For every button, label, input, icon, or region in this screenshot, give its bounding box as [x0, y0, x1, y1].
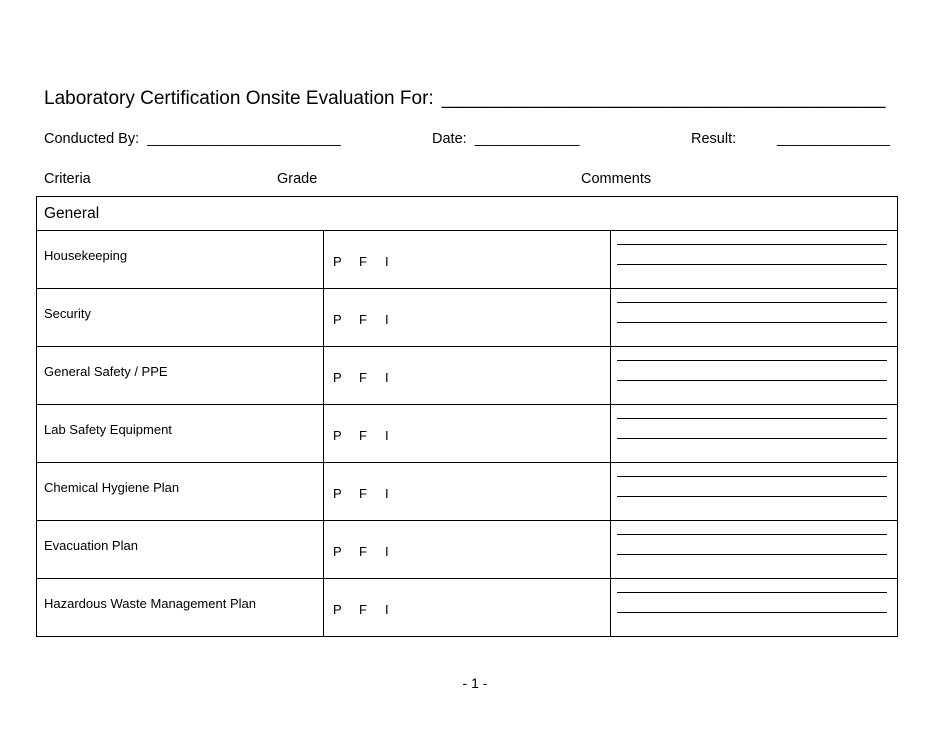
grade-option-i[interactable]: I	[385, 544, 389, 559]
grade-options	[324, 544, 610, 559]
grade-option-p[interactable]: P	[333, 602, 342, 617]
conducted-by-field[interactable]: ________________________	[147, 131, 341, 147]
form-title: Laboratory Certification Onsite Evaluation For:	[44, 88, 434, 109]
criteria-row	[37, 231, 898, 289]
criteria-label: General Safety / PPE	[44, 364, 168, 379]
grade-cell	[324, 463, 611, 521]
result-label: Result:	[691, 131, 737, 147]
criteria-cell	[37, 347, 324, 405]
grade-option-f[interactable]: F	[359, 602, 367, 617]
grade-option-i[interactable]: I	[385, 312, 389, 327]
comment-line[interactable]	[617, 592, 887, 593]
grade-cell	[324, 289, 611, 347]
grade-option-i[interactable]: I	[385, 486, 389, 501]
result-field[interactable]: ______________	[777, 131, 890, 147]
date-line	[432, 131, 580, 147]
section-title: General	[37, 197, 898, 231]
comment-cell[interactable]	[611, 231, 898, 289]
grade-option-f[interactable]: F	[359, 312, 367, 327]
criteria-cell	[37, 289, 324, 347]
grade-cell	[324, 521, 611, 579]
comment-cell[interactable]	[611, 521, 898, 579]
grade-option-p[interactable]: P	[333, 486, 342, 501]
comment-line[interactable]	[617, 534, 887, 535]
comment-cell[interactable]	[611, 405, 898, 463]
comment-cell[interactable]	[611, 463, 898, 521]
criteria-label: Security	[44, 306, 91, 321]
grade-cell	[324, 231, 611, 289]
comment-cell[interactable]	[611, 289, 898, 347]
comment-cell[interactable]	[611, 579, 898, 637]
comment-line[interactable]	[617, 380, 887, 381]
grade-options	[324, 602, 610, 617]
grade-options	[324, 428, 610, 443]
comments-header: Comments	[581, 171, 652, 187]
grade-header: Grade	[277, 171, 318, 187]
grade-cell	[324, 347, 611, 405]
page-number: - 1 -	[462, 675, 488, 691]
comment-line[interactable]	[617, 476, 887, 477]
comment-cell[interactable]	[611, 347, 898, 405]
conducted-by-line	[44, 131, 341, 147]
criteria-row	[37, 289, 898, 347]
grade-option-p[interactable]: P	[333, 370, 342, 385]
comment-line[interactable]	[617, 554, 887, 555]
grade-options	[324, 312, 610, 327]
criteria-cell	[37, 521, 324, 579]
grade-option-p[interactable]: P	[333, 544, 342, 559]
comment-line[interactable]	[617, 264, 887, 265]
grade-cell	[324, 579, 611, 637]
criteria-cell	[37, 231, 324, 289]
criteria-cell	[37, 463, 324, 521]
comment-line[interactable]	[617, 438, 887, 439]
criteria-row	[37, 347, 898, 405]
comment-line[interactable]	[617, 322, 887, 323]
criteria-cell	[37, 579, 324, 637]
grade-option-i[interactable]: I	[385, 428, 389, 443]
comment-line[interactable]	[617, 302, 887, 303]
comment-line[interactable]	[617, 244, 887, 245]
grade-option-p[interactable]: P	[333, 312, 342, 327]
criteria-cell	[37, 405, 324, 463]
criteria-row	[37, 521, 898, 579]
comment-line[interactable]	[617, 418, 887, 419]
grade-option-p[interactable]: P	[333, 428, 342, 443]
comment-line[interactable]	[617, 612, 887, 613]
date-label: Date:	[432, 131, 467, 147]
criteria-label: Housekeeping	[44, 248, 128, 263]
criteria-row	[37, 579, 898, 637]
grade-options	[324, 254, 610, 269]
form-title-line	[44, 88, 886, 110]
grade-option-f[interactable]: F	[359, 428, 367, 443]
grade-cell	[324, 405, 611, 463]
criteria-row	[37, 405, 898, 463]
criteria-row	[37, 463, 898, 521]
grade-option-f[interactable]: F	[359, 486, 367, 501]
grade-option-p[interactable]: P	[333, 254, 342, 269]
comment-line[interactable]	[617, 360, 887, 361]
criteria-label: Hazardous Waste Management Plan	[44, 596, 256, 611]
criteria-label: Chemical Hygiene Plan	[44, 480, 180, 495]
evaluation-table	[36, 196, 898, 637]
date-field[interactable]: _____________	[474, 131, 580, 147]
section-row	[37, 197, 898, 231]
grade-option-f[interactable]: F	[359, 254, 367, 269]
grade-option-i[interactable]: I	[385, 370, 389, 385]
evaluation-for-field[interactable]: __________________________________________	[441, 88, 886, 109]
grade-options	[324, 486, 610, 501]
grade-options	[324, 370, 610, 385]
grade-option-f[interactable]: F	[359, 544, 367, 559]
conducted-by-label: Conducted By:	[44, 131, 140, 147]
criteria-header: Criteria	[44, 171, 91, 187]
criteria-label: Evacuation Plan	[44, 538, 138, 553]
comment-line[interactable]	[617, 496, 887, 497]
grade-option-i[interactable]: I	[385, 254, 389, 269]
grade-option-f[interactable]: F	[359, 370, 367, 385]
criteria-label: Lab Safety Equipment	[44, 422, 172, 437]
grade-option-i[interactable]: I	[385, 602, 389, 617]
